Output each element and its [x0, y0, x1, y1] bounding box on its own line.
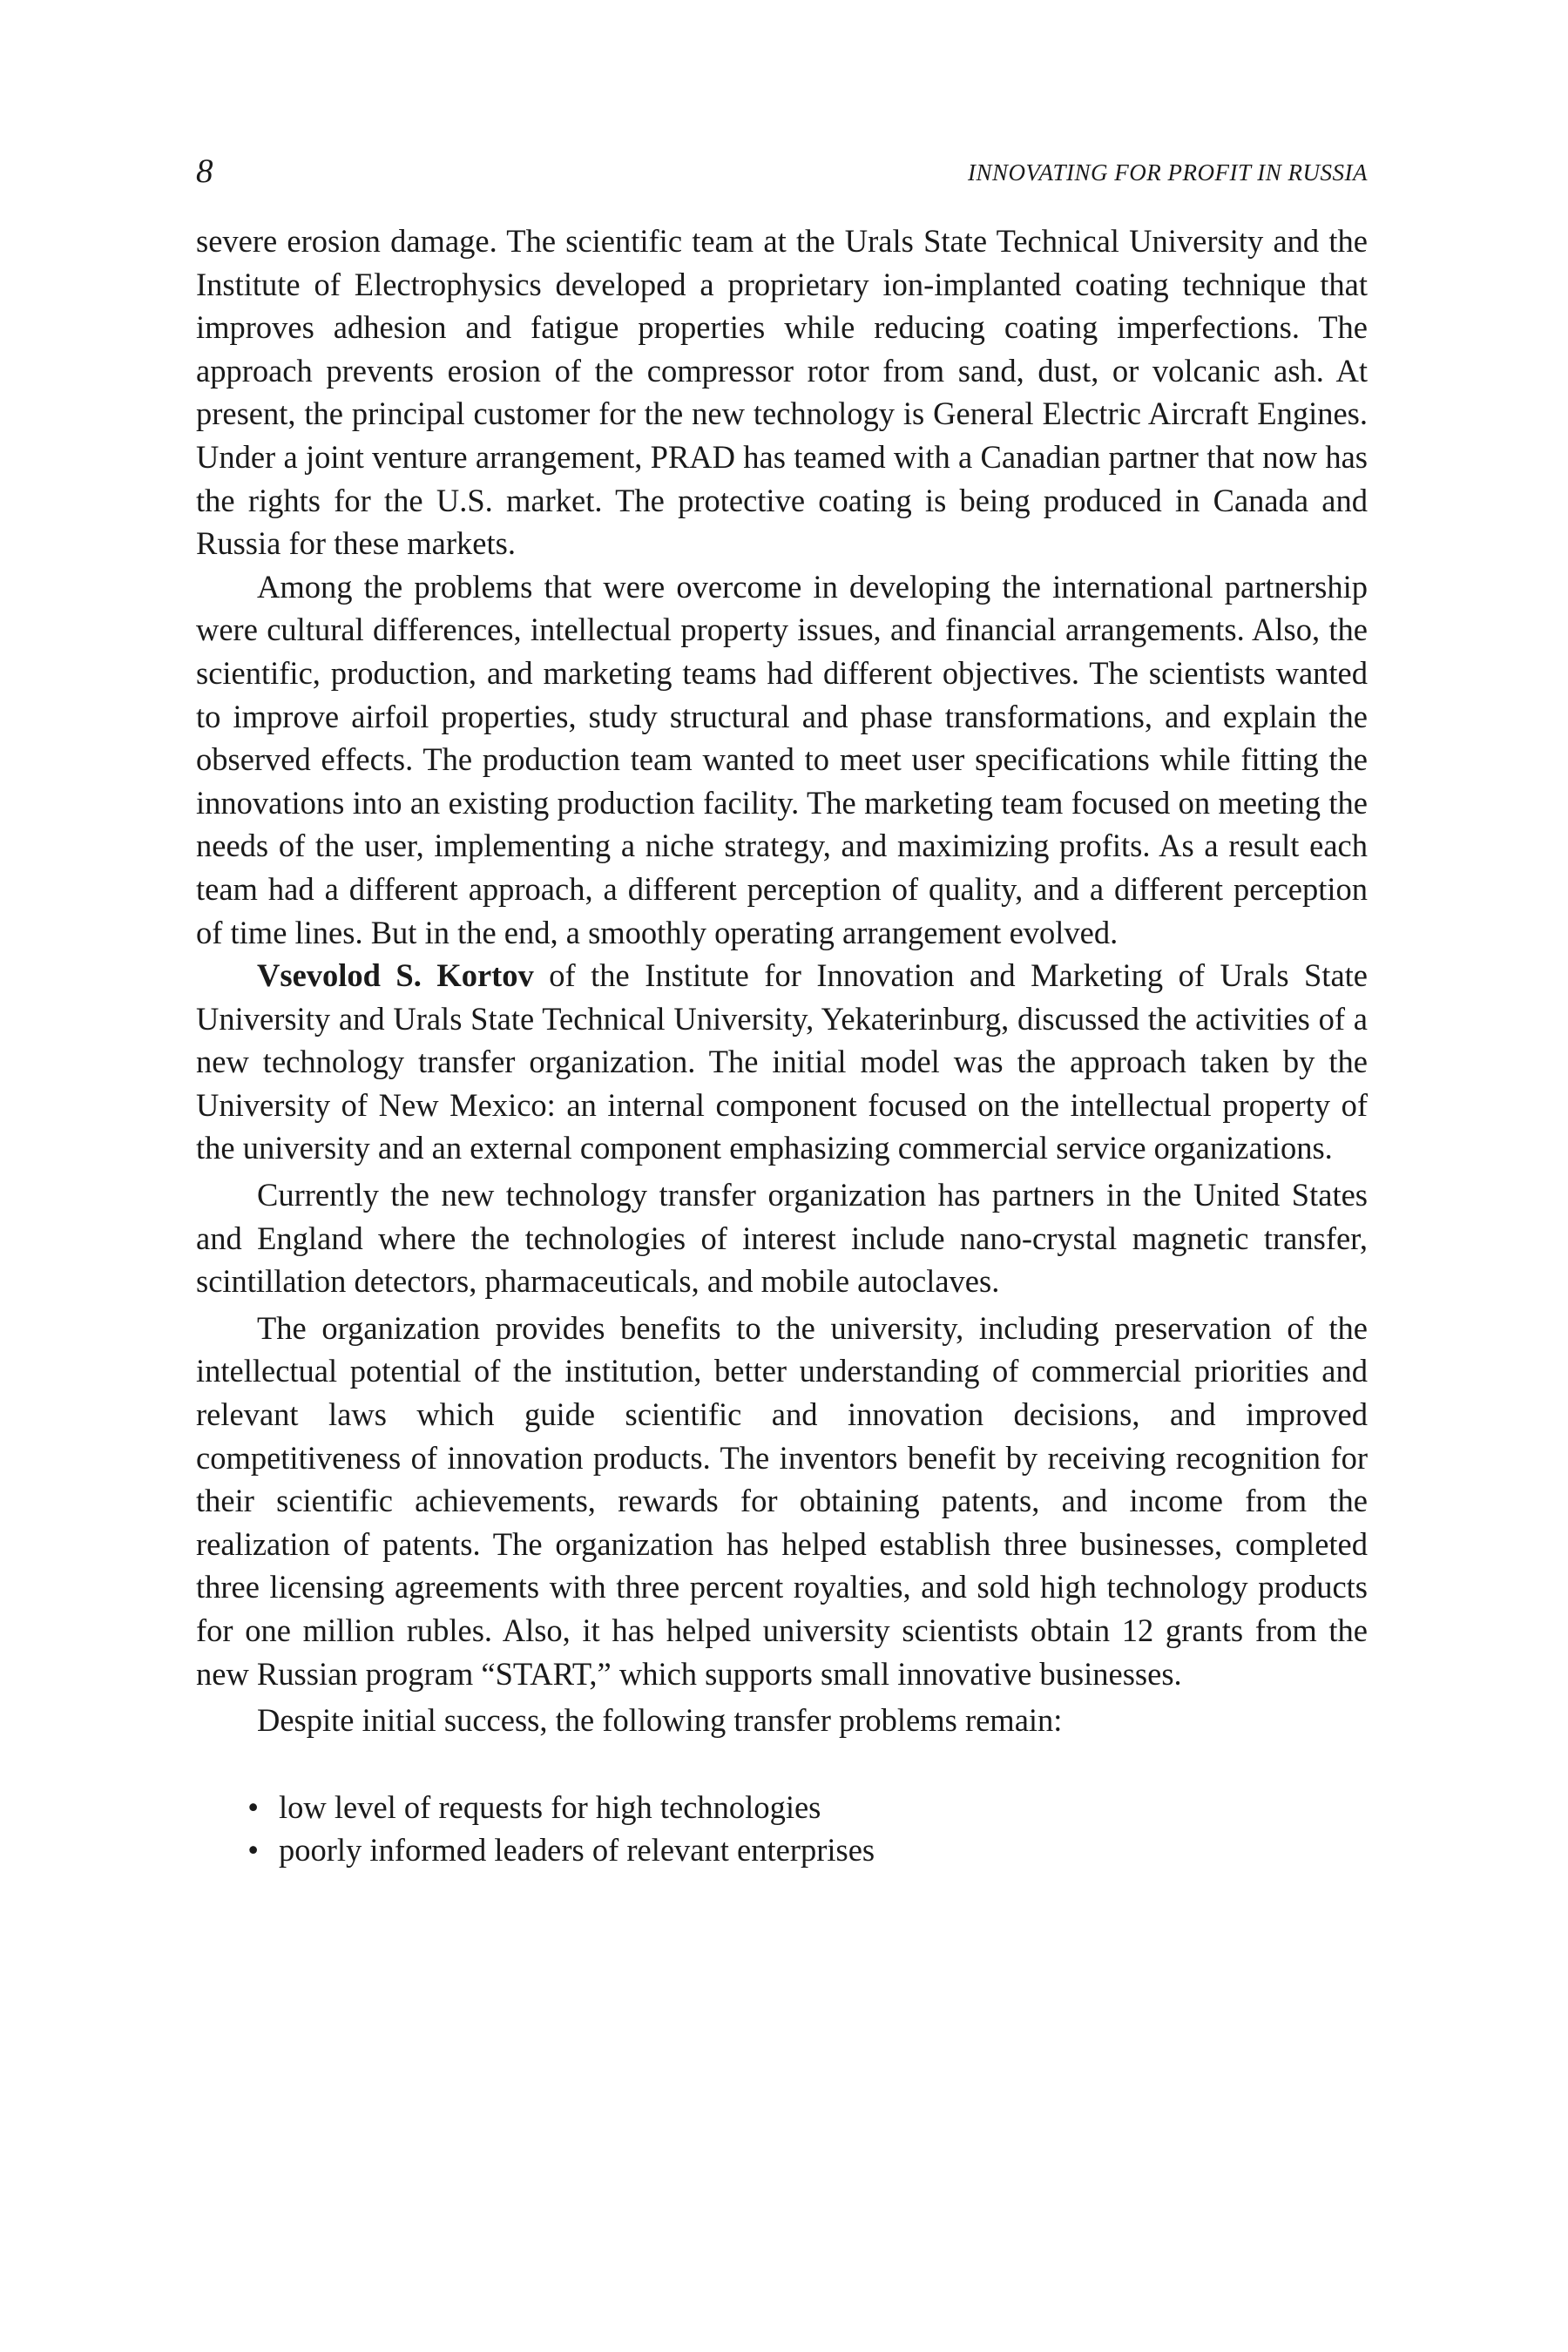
paragraph-erosion: severe erosion damage. The scientific team at the Urals State Technical University and the Institute of Electrophysics developed a proprietary ion-implanted coating technique that improves adhesion and fatigue properties while reducing coating imperfections. The approach prevents erosion of the compressor rotor from sand, dust, or volcanic ash. At present, the principal customer for the new technology is General Electric Aircraft Engines. Under a joint venture arrangement, PRAD has teamed with a Canadian partner that now has the rights for the U.S. market. The protective coating is being produced in Canada and Russia for these markets.: [196, 223, 1368, 562]
problems-list: [196, 1786, 1368, 1872]
paragraph-benefits: The organization provides benefits to the university, including preservation of the intellectual potential of the institution, better understanding of commercial priorities and relevant laws which guide scientific and innovation decisions, and improved competitiveness of innovation products. The inventors benefit by receiving recognition for their scientific achievements, rewards for obtaining patents, and income from the realization of patents. The organization has helped establish three businesses, completed three licensing agreements with three percent royalties, and sold high technology products for one million rubles. Also, it has helped university scientists obtain 12 grants from the new Russian program “START,” which supports small innovative businesses.: [196, 1309, 1368, 1692]
list-item: [196, 1828, 1368, 1872]
speaker-name: Vsevolod S. Kortov: [257, 957, 534, 994]
running-head: [196, 150, 1368, 193]
list-item-text: poorly informed leaders of relevant enterprises: [279, 1832, 875, 1869]
bullet-icon: •: [247, 1788, 259, 1825]
body-text: [196, 220, 1368, 1872]
paragraph-transfer-problems: Despite initial success, the following transfer problems remain:: [257, 1702, 1063, 1739]
running-title: INNOVATING FOR PROFIT IN RUSSIA: [968, 159, 1368, 186]
paragraph-kortov-text: of the Institute for Innovation and Marketing of Urals State University and Urals State Technical University, Yekaterinburg, discussed the activities of a new technology transfer organization. The initial model was the approach taken by the University of New Mexico: an internal component focused on the intellectual property of the university and an external component emphasizing commercial service organizations.: [196, 957, 1368, 1166]
list-item-text: low level of requests for high technologies: [279, 1788, 821, 1825]
paragraph-partnership-problems: Among the problems that were overcome in developing the international partnership were cultural differences, intellectual property issues, and financial arrangements. Also, the scientific, production, and marketing teams had different objectives. The scientists wanted to improve airfoil properties, study structural and phase transformations, and explain the observed effects. The production team wanted to meet user specifications while fitting the innovations into an existing production facility. The marketing team focused on meeting the needs of the user, implementing a niche strategy, and maximizing profits. As a result each team had a different approach, a different perception of quality, and a different perception of time lines. But in the end, a smoothly operating arrangement evolved.: [196, 568, 1368, 950]
bullet-icon: •: [247, 1832, 259, 1869]
paragraph-partners: Currently the new technology transfer organization has partners in the United States and England where the technologies of interest include nano-crystal magnetic transfer, scintillation detectors, pharmaceuticals, and mobile autoclaves.: [196, 1177, 1368, 1300]
paragraph-kortov: [196, 954, 1368, 1170]
page-number: 8: [196, 152, 213, 190]
list-item: [196, 1786, 1368, 1829]
